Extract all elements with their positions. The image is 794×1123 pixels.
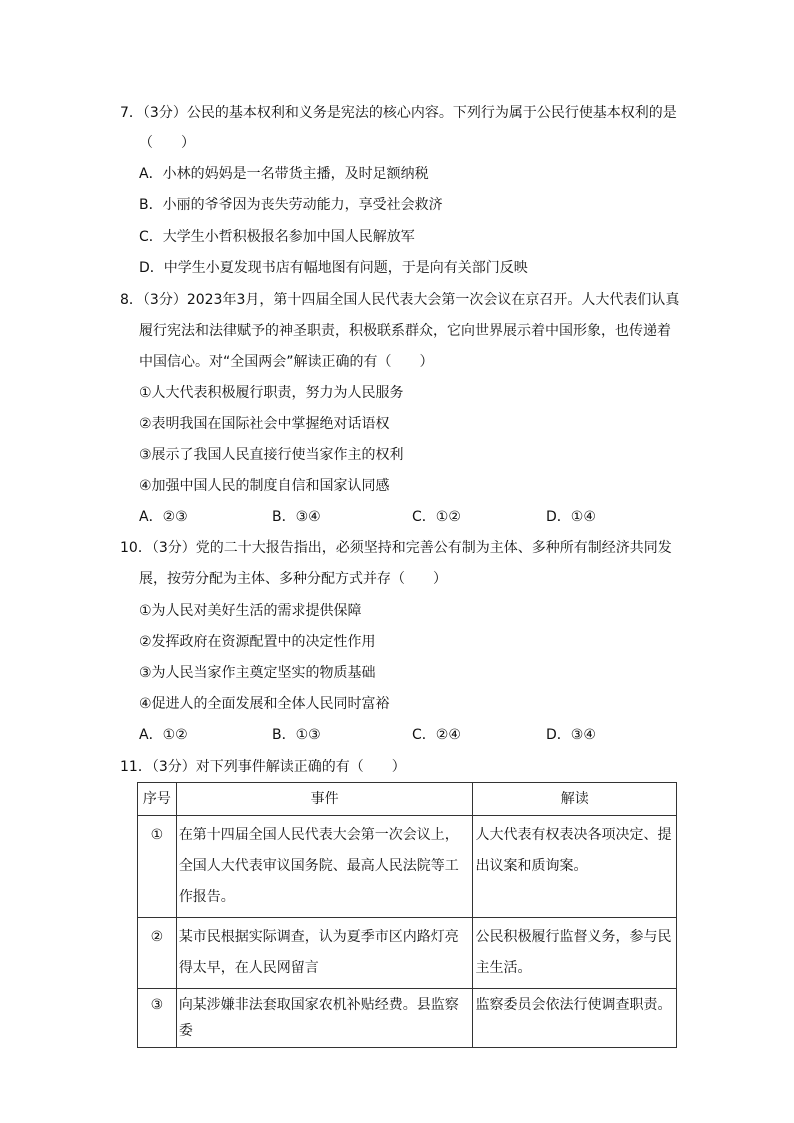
q8-item-3: ③展示了我国人民直接行使当家作主的权利: [139, 447, 404, 463]
q10-item-2: ②发挥政府在资源配置中的决定性作用: [139, 634, 376, 650]
header-index: 序号: [138, 783, 177, 816]
q10-choice-d: D．③④: [546, 727, 596, 743]
q8-choice-d: D．①④: [546, 509, 596, 525]
table-row: [138, 989, 677, 1048]
q10-stem-line2: 展，按劳分配为主体、多种分配方式并存（ ）: [139, 571, 447, 587]
q10-item-3: ③为人民当家作主奠定坚实的物质基础: [139, 665, 376, 681]
q11-stem: 11．（3分）对下列事件解读正确的有（ ）: [120, 759, 406, 775]
q7-stem-line2: （ ）: [139, 135, 195, 151]
row-interpretation: 公民积极履行监督义务，参与民主生活。: [473, 918, 677, 989]
q8-choice-b: B．③④: [272, 509, 321, 525]
q8-item-1: ①人大代表积极履行职责，努力为人民服务: [139, 385, 404, 401]
q8-stem-line3: 中国信心。对“全国两会”解读正确的有（ ）: [139, 354, 434, 370]
q7-option-d: D．中学生小夏发现书店有幅地图有问题，于是向有关部门反映: [139, 260, 528, 276]
row-event: 在第十四届全国人民代表大会第一次会议上，全国人大代表审议国务院、最高人民法院等工作报告。: [176, 816, 473, 918]
q10-stem-line1: 10．（3分）党的二十大报告指出，必须坚持和完善公有制为主体、多种所有制经济共同发: [120, 540, 672, 556]
row-index: ①: [138, 816, 177, 918]
q8-stem-line1: 8．（3分）2023年3月，第十四届全国人民代表大会第一次会议在京召开。人大代表们认真: [120, 292, 680, 308]
q10-choice-b: B．①③: [272, 727, 321, 743]
q8-stem-line2: 履行宪法和法律赋予的神圣职责，积极联系群众，它向世界展示着中国形象，也传递着: [139, 323, 671, 339]
q8-choice-c: C．①②: [412, 509, 461, 525]
q10-item-1: ①为人民对美好生活的需求提供保障: [139, 603, 362, 619]
table-row: [138, 816, 677, 918]
q11-event-table: [137, 782, 677, 1048]
header-event: 事件: [176, 783, 473, 816]
q8-choice-a: A．②③: [139, 509, 188, 525]
row-index: ③: [138, 989, 177, 1048]
q7-option-a: A．小林的妈妈是一名带货主播，及时足额纳税: [139, 166, 429, 182]
header-interpretation: 解读: [473, 783, 677, 816]
q7-stem-line1: 7．（3分）公民的基本权利和义务是宪法的核心内容。下列行为属于公民行使基本权利的是: [120, 105, 677, 121]
row-event: 向某涉嫌非法套取国家农机补贴经费。县监察委: [176, 989, 473, 1048]
table-header-row: [138, 783, 677, 816]
q8-item-2: ②表明我国在国际社会中掌握绝对话语权: [139, 416, 390, 432]
row-index: ②: [138, 918, 177, 989]
table-row: [138, 918, 677, 989]
q7-option-b: B．小丽的爷爷因为丧失劳动能力，享受社会救济: [139, 197, 443, 213]
row-event: 某市民根据实际调查，认为夏季市区内路灯亮得太早，在人民网留言: [176, 918, 473, 989]
q10-choice-c: C．②④: [412, 727, 461, 743]
q10-choice-a: A．①②: [139, 727, 188, 743]
q7-option-c: C．大学生小哲积极报名参加中国人民解放军: [139, 229, 415, 245]
q8-item-4: ④加强中国人民的制度自信和国家认同感: [139, 478, 390, 494]
row-interpretation: 人大代表有权表决各项决定、提出议案和质询案。: [473, 816, 677, 918]
q10-item-4: ④促进人的全面发展和全体人民同时富裕: [139, 696, 390, 712]
row-interpretation: 监察委员会依法行使调查职责。: [473, 989, 677, 1048]
